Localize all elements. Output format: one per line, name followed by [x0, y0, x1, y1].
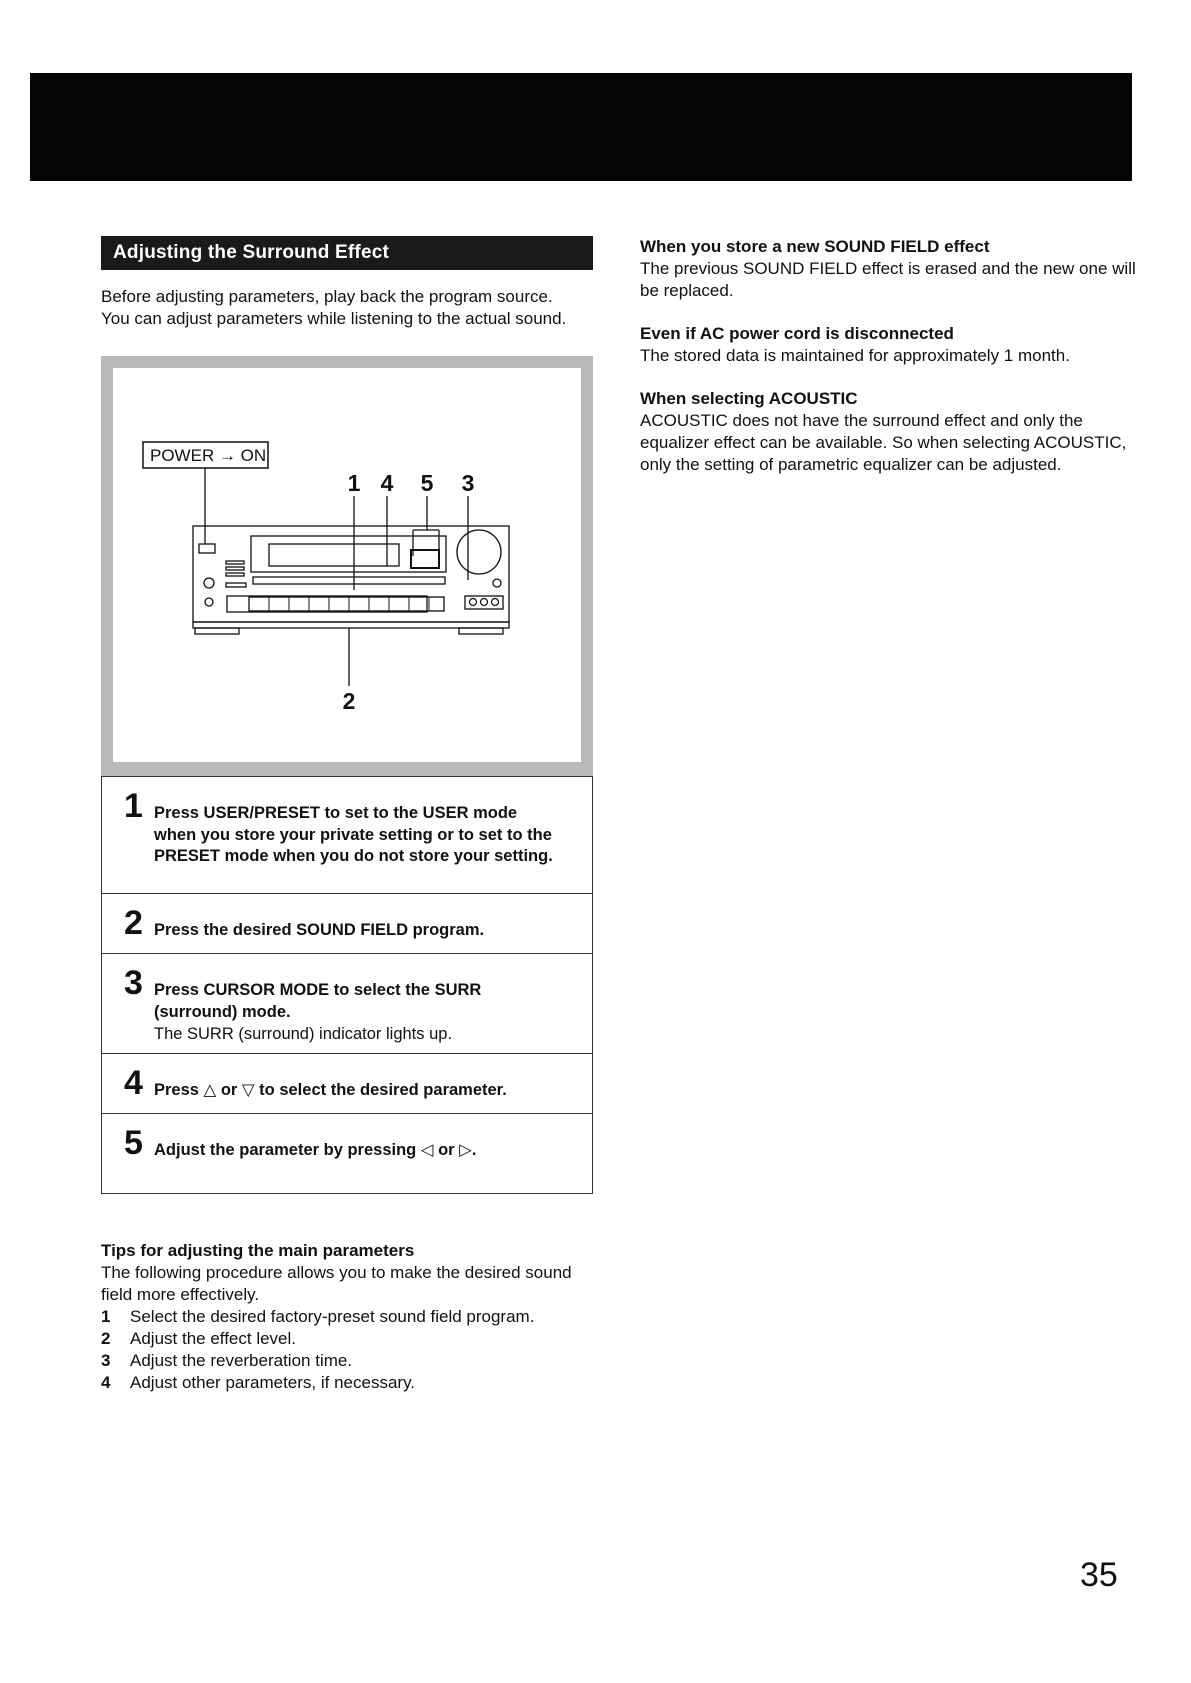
- item-text: Adjust other parameters, if necessary.: [130, 1373, 416, 1392]
- step-note: The SURR (surround) indicator lights up.: [154, 1025, 453, 1043]
- step-instruction: Press USER/PRESET to set to the USER mode when you store your private setting or to set to the PRESET mode when you do not store your setting.: [154, 804, 553, 865]
- left-column: [101, 236, 593, 1394]
- section-title: Adjusting the Surround Effect: [101, 236, 593, 270]
- callout-5: 5: [420, 470, 434, 496]
- header-bar: [30, 73, 1132, 181]
- page-number: 35: [1080, 1556, 1118, 1594]
- preset-buttons: [269, 597, 429, 611]
- callout-2: 2: [342, 688, 356, 714]
- step-number: 3: [124, 964, 143, 1002]
- step-4: [102, 1053, 592, 1113]
- item-number: 1: [101, 1307, 111, 1326]
- tips-intro: The following procedure allows you to make the desired sound field more effectively.: [101, 1263, 572, 1304]
- step-number: 5: [124, 1124, 143, 1162]
- receiver-diagram: [113, 368, 581, 762]
- right-column: [640, 236, 1140, 497]
- callout-3: 3: [461, 470, 475, 496]
- step-instruction: Press △ or ▽ to select the desired parameter.: [154, 1081, 507, 1099]
- item-text: Adjust the reverberation time.: [130, 1351, 353, 1370]
- item-text: Select the desired factory-preset sound field program.: [130, 1307, 535, 1326]
- step-number: 4: [124, 1064, 143, 1102]
- note-title: Even if AC power cord is disconnected: [640, 324, 954, 343]
- note-text: The previous SOUND FIELD effect is erased and the new one will be replaced.: [640, 259, 1136, 300]
- step-number: 1: [124, 787, 143, 825]
- list-item: [101, 1350, 593, 1372]
- item-number: 4: [101, 1373, 111, 1392]
- step-1: [102, 776, 592, 893]
- power-label: POWER → ON: [150, 446, 267, 465]
- step-number: 2: [124, 904, 143, 942]
- item-text: Adjust the effect level.: [130, 1329, 297, 1348]
- intro-paragraph: Before adjusting parameters, play back the program source. You can adjust parameters while listening to the actual sound.: [101, 287, 567, 328]
- item-number: 2: [101, 1329, 111, 1348]
- note-title: When selecting ACOUSTIC: [640, 389, 858, 408]
- list-item: [101, 1372, 593, 1394]
- step-3: [102, 953, 592, 1053]
- tips-title: Tips for adjusting the main parameters: [101, 1241, 415, 1260]
- receiver-illustration: [101, 356, 593, 776]
- steps-list: [101, 776, 593, 1194]
- note-block: [640, 236, 1140, 302]
- item-number: 3: [101, 1351, 111, 1370]
- step-instruction: Press CURSOR MODE to select the SURR (surround) mode.: [154, 981, 482, 1021]
- note-text: ACOUSTIC does not have the surround effect and only the equalizer effect can be available. So when selecting ACOUSTIC, only the setting of parametric equalizer can be adjusted.: [640, 411, 1127, 474]
- step-2: [102, 893, 592, 953]
- step-instruction: Adjust the parameter by pressing ◁ or ▷.: [154, 1141, 477, 1159]
- step-instruction: Press the desired SOUND FIELD program.: [154, 921, 485, 939]
- step-5: [102, 1113, 592, 1193]
- tips-section: [101, 1240, 593, 1394]
- note-block: [640, 388, 1140, 476]
- callout-4: 4: [380, 470, 394, 496]
- tips-list: [101, 1306, 593, 1394]
- list-item: [101, 1328, 593, 1350]
- list-item: [101, 1306, 593, 1328]
- note-block: [640, 323, 1140, 367]
- receiver-unit: [193, 468, 509, 686]
- note-title: When you store a new SOUND FIELD effect: [640, 237, 990, 256]
- note-text: The stored data is maintained for approximately 1 month.: [640, 346, 1070, 365]
- callout-1: 1: [347, 470, 361, 496]
